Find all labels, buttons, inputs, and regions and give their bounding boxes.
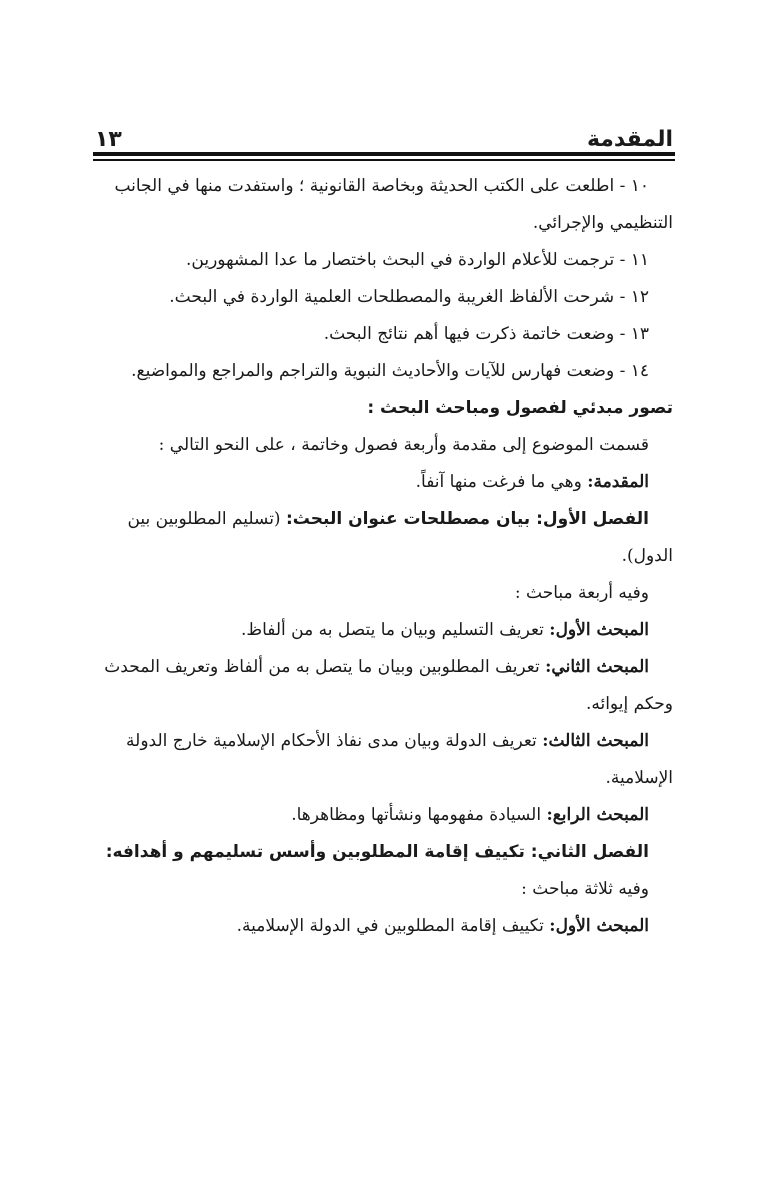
outline-heading: تصور مبدئي لفصول ومباحث البحث : bbox=[367, 398, 673, 418]
chapter-1-section-3 bbox=[95, 723, 673, 760]
division-line bbox=[95, 427, 673, 464]
section-text: تكييف إقامة المطلوبين في الدولة الإسلامية. bbox=[236, 916, 544, 936]
chapter-1-section-2-continuation-line bbox=[95, 686, 673, 723]
introduction-label: المقدمة: bbox=[587, 472, 649, 492]
paragraph-14-text: ١٤ - وضعت فهارس للآيات والأحاديث النبوية والتراجم والمراجع والمواضيع. bbox=[131, 361, 649, 381]
page-body bbox=[95, 168, 673, 945]
paragraph-10-text: ١٠ - اطلعت على الكتب الحديثة وبخاصة القانونية ؛ واستفدت منها في الجانب bbox=[114, 176, 649, 196]
section-continuation: وحكم إيوائه. bbox=[585, 694, 673, 714]
header-rule-thin bbox=[93, 159, 675, 161]
chapter-2-sections-intro: وفيه ثلاثة مباحث : bbox=[521, 879, 649, 899]
chapter-1-section-3-continuation-line bbox=[95, 760, 673, 797]
chapter-1-section-2 bbox=[95, 649, 673, 686]
chapter-1-title: الفصل الأول: بيان مصطلحات عنوان البحث: bbox=[285, 509, 649, 529]
page-header bbox=[95, 112, 673, 152]
chapter-2-line bbox=[95, 834, 673, 871]
page-number: ١٣ bbox=[95, 127, 122, 152]
introduction-text: وهي ما فرغت منها آنفاً. bbox=[415, 472, 582, 492]
chapter-1-section-1 bbox=[95, 612, 673, 649]
section-label: المبحث الرابع: bbox=[546, 805, 649, 825]
section-text: تعريف التسليم وبيان ما يتصل به من ألفاظ. bbox=[240, 620, 544, 640]
section-text: تعريف الدولة وبيان مدى نفاذ الأحكام الإسلامية خارج الدولة bbox=[126, 731, 537, 751]
section-text: تعريف المطلوبين وبيان ما يتصل به من ألفاظ وتعريف المحدث bbox=[104, 657, 540, 677]
chapter-2-section-1 bbox=[95, 908, 673, 945]
paragraph-10-line-2 bbox=[95, 205, 673, 242]
chapter-1-continuation-line bbox=[95, 538, 673, 575]
paragraph-13 bbox=[95, 316, 673, 353]
chapter-1-subtitle: (تسليم المطلوبين بين bbox=[127, 509, 281, 529]
introduction-line bbox=[95, 464, 673, 501]
paragraph-10-line-1 bbox=[95, 168, 673, 205]
section-continuation: الإسلامية. bbox=[605, 768, 673, 788]
section-label: المبحث الثاني: bbox=[545, 657, 649, 677]
chapter-2-sections-intro-line bbox=[95, 871, 673, 908]
paragraph-12-text: ١٢ - شرحت الألفاظ الغريبة والمصطلحات العلمية الواردة في البحث. bbox=[169, 287, 649, 307]
paragraph-11 bbox=[95, 242, 673, 279]
chapter-1-sections-intro-line bbox=[95, 575, 673, 612]
chapter-1-line bbox=[95, 501, 673, 538]
chapter-1-sections-intro: وفيه أربعة مباحث : bbox=[514, 583, 649, 603]
chapter-2-title: الفصل الثاني: تكييف إقامة المطلوبين وأسس تسليمهم و أهدافه: bbox=[105, 842, 649, 862]
section-label: المبحث الأول: bbox=[549, 620, 649, 640]
division-text: قسمت الموضوع إلى مقدمة وأربعة فصول وخاتمة ، على النحو التالي : bbox=[158, 435, 649, 455]
running-title: المقدمة bbox=[586, 127, 673, 152]
paragraph-11-text: ١١ - ترجمت للأعلام الواردة في البحث باختصار ما عدا المشهورين. bbox=[186, 250, 649, 270]
paragraph-14 bbox=[95, 353, 673, 390]
section-label: المبحث الثالث: bbox=[542, 731, 649, 751]
header-rule-thick bbox=[93, 152, 675, 156]
paragraph-12 bbox=[95, 279, 673, 316]
chapter-1-continuation: الدول). bbox=[621, 546, 673, 566]
section-text: السيادة مفهومها ونشأتها ومظاهرها. bbox=[291, 805, 542, 825]
outline-heading-line bbox=[95, 390, 673, 427]
paragraph-13-text: ١٣ - وضعت خاتمة ذكرت فيها أهم نتائج البحث. bbox=[323, 324, 649, 344]
section-label: المبحث الأول: bbox=[549, 916, 649, 936]
paragraph-10-continuation: التنظيمي والإجرائي. bbox=[532, 213, 673, 233]
chapter-1-section-4 bbox=[95, 797, 673, 834]
